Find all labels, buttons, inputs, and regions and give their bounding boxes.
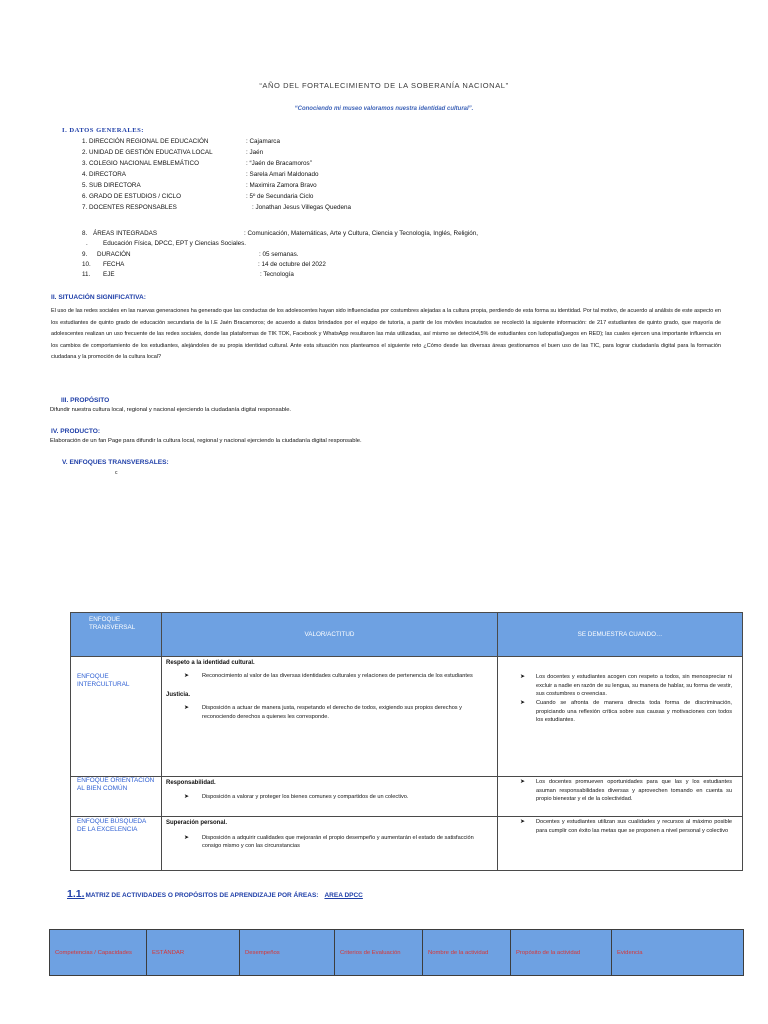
general-item-label: 3. COLEGIO NACIONAL EMBLEMÁTICO [82,160,199,167]
general-item-number: 8. [82,230,88,237]
matriz-column-header: Propósito de la actividad [511,930,612,976]
general-item-number: 9. [82,251,88,258]
enfoques-table [70,612,743,871]
general-item-label: 6. GRADO DE ESTUDIOS / CICLO [82,193,182,200]
arrow-bullet-icon: ➤ [520,819,526,825]
general-item-label: EJE [103,271,115,278]
demuestra-text: Los docentes promueven oportunidades para que las y los estudiantes asuman responsabilidades diversas y aprovechen tomando en cuenta su propio bienestar y el de la colectividad. [536,779,732,803]
producto-text: Elaboración de un fan Page para difundir la cultura local, regional y nacional ejerciendo la ciudadanía digital responsable. [50,438,362,444]
matriz-header-row [50,930,744,976]
section-heading-proposito: III. PROPÓSITO [61,397,110,404]
situacion-paragraph: El uso de las redes sociales en las nuevas generaciones ha generado que las conductas de los adolescentes hayan sido influenciadas por costumbres alejadas a la cultura propia, perdiendo de esta forma su identidad. Por tal motivo, de acuerdo al análisis de este aspecto en los estudiantes de quinto grado de educación secundaria de la I.E Jaén Bracamoros; de acuerdo a datos brindados por el equipo de tutoría, a partir de los móviles incautados se recolectó la siguiente información: de 217 estudiantes de quinto grado, que mayoría de adolescentes realizan un uso frecuente de las redes sociales, donde las plataformas de TIK TOK, Facebook y WhatsApp resultaron las más utilizadas, así mismo se detectó4,5% de estudiantes con ludopatía(juegos en RED); las cuales ejercen una importante influencia en los cambios de comportamiento de los estudiantes, alejándoles de su propia identidad cultural. Ante esta situación nos planteamos el siguiente reto ¿Cómo desde las diversas áreas gestionamos el buen uso de las TIC, para lograr ciudadanía digital para la formación ciudadana y la promoción de la cultura local? [51,308,721,360]
matriz-column-header: Competencias / Capacidades [50,930,147,976]
header-enfoque: ENFOQUE TRANSVERSAL [71,613,162,657]
enfoques-table-header [71,613,743,657]
document-title: “AÑO DEL FORTALECIMIENTO DE LA SOBERANÍA NACIONAL” [259,81,509,90]
valor-title: Justicia. [166,692,191,699]
header-demuestra: SE DEMUESTRA CUANDO… [498,613,743,657]
valor-text: Reconocimiento al valor de las diversas identidades culturales y relaciones de pertenencia de los estudiantes [202,673,473,679]
section-heading-enfoques: V. ENFOQUES TRANSVERSALES: [62,459,169,466]
stray-character: c [115,470,118,476]
valor-text: Disposición a adquirir cualidades que mejorarán el propio desempeño y aumentarán el estado de satisfacción consigo mismo y con las circunstancias [202,835,474,850]
table-row [71,777,743,817]
demuestra-text: Los docentes y estudiantes acogen con respeto a todos, sin menospreciar ni excluir a nadie en razón de su lengua, su manera de hablar, su forma de vestir, sus costumbres o creencias. [536,674,732,698]
general-item-value: : Comunicación, Matemáticas, Arte y Cultura, Ciencia y Tecnología, Inglés, Religión, [244,230,479,237]
general-item-dot: . [86,240,88,247]
general-item-value: : Cajamarca [246,138,280,145]
enfoque-name: ENFOQUE ORIENTACIÓN AL BIEN COMÚN [77,777,155,792]
section-heading-producto: IV. PRODUCTO: [51,428,101,435]
general-item-value: : Tecnología [260,271,294,278]
matriz-title: MATRIZ DE ACTIVIDADES O PROPÓSITOS DE APRENDIZAJE POR ÁREAS: [85,892,319,899]
general-item-value: : “Jaén de Bracamoros” [246,160,312,167]
valor-bullet [162,672,497,680]
valor-title: Superación personal. [166,820,228,826]
arrow-bullet-icon: ➤ [184,705,190,712]
general-item-label: ÁREAS INTEGRADAS [93,230,158,237]
demuestra-bullet [498,699,742,725]
valor-text: Disposición a valorar y proteger los bienes comunes y compartidos de un colectivo. [202,794,409,800]
general-item-number: 10. [82,261,91,268]
matriz-column-header: Desempeños [240,930,335,976]
general-item-value: : Jaén [246,149,264,156]
matriz-column-header: Evidencia [612,930,744,976]
matriz-heading [67,888,363,900]
arrow-bullet-icon: ➤ [184,673,190,679]
general-item-value: : Sarela Amari Maldonado [246,171,319,178]
general-item-label: 5. SUB DIRECTORA [82,182,141,189]
table-row [71,817,743,871]
valor-bullet [162,793,497,801]
general-item-label: 1. DIRECCIÓN REGIONAL DE EDUCACIÓN [82,138,209,145]
general-item-value: : Jonathan Jesus Villegas Quedena [252,204,351,211]
enfoque-name: ENFOQUE BÚSQUEDA DE LA EXCELENCIA [77,818,146,833]
document-subtitle: “Conociendo mi museo valoramos nuestra identidad cultural”. [294,106,474,112]
general-item-label: 4. DIRECTORA [82,171,126,178]
proposito-text: Difundir nuestra cultura local, regional y nacional ejerciendo la ciudadanía digital responsable. [50,407,292,413]
valor-title: Responsabilidad. [166,780,216,786]
general-item-number: 11. [82,271,91,278]
enfoque-name: ENFOQUE INTERCULTURAL [77,673,130,688]
header-valor: VALOR/ACTITUD [162,613,498,657]
general-item-label: DURACIÓN [97,251,131,258]
matriz-column-header: Nombre de la actividad [423,930,511,976]
demuestra-bullet [498,673,742,699]
general-item-value: : 05 semanas. [259,251,299,258]
general-item-value: : Maximira Zamora Bravo [246,182,317,189]
arrow-bullet-icon: ➤ [520,674,526,680]
section-heading-situacion: II. SITUACIÓN SIGNIFICATIVA: [51,294,146,301]
arrow-bullet-icon: ➤ [520,699,526,706]
general-item-value: Educación Física, DPCC, EPT y Ciencias Sociales. [103,240,247,247]
arrow-bullet-icon: ➤ [520,779,526,785]
general-item-label: 7. DOCENTES RESPONSABLES [82,204,177,211]
general-item-label: FECHA [103,261,125,268]
general-item-value: : 14 de octubre del 2022 [258,261,326,268]
valor-text: Disposición a actuar de manera justa, respetando el derecho de todos, exigiendo sus propios derechos y reconociendo derechos a quienes les corresponde. [202,705,462,720]
general-item-label: 2. UNIDAD DE GESTIÓN EDUCATIVA LOCAL [82,149,213,156]
demuestra-bullet [498,818,742,835]
general-item-value: : 5º de Secundaria Ciclo [246,193,314,200]
matriz-column-header: ESTÁNDAR [147,930,240,976]
demuestra-bullet [498,778,742,804]
matriz-area: AREA DPCC [324,892,363,899]
matriz-column-header: Criterios de Evaluación [335,930,423,976]
matriz-table [49,929,744,976]
valor-bullet [162,834,497,851]
table-row [71,657,743,777]
demuestra-text: Docentes y estudiantes utilizan sus cualidades y recursos al máximo posible para cumplir con éxito las metas que se proponen a nivel personal y colectivo [536,819,732,834]
section-heading-datos-generales: I. DATOS GENERALES: [62,127,144,134]
matriz-number: 1.1. [67,888,85,900]
valor-bullet [162,704,497,721]
valor-title: Respeto a la identidad cultural. [166,660,255,666]
arrow-bullet-icon: ➤ [184,835,190,841]
demuestra-text: Cuando se afronta de manera directa toda forma de discriminación, propiciando una reflexión crítica sobre sus causas y motivaciones con todos los estudiantes. [536,699,732,724]
arrow-bullet-icon: ➤ [184,794,190,800]
